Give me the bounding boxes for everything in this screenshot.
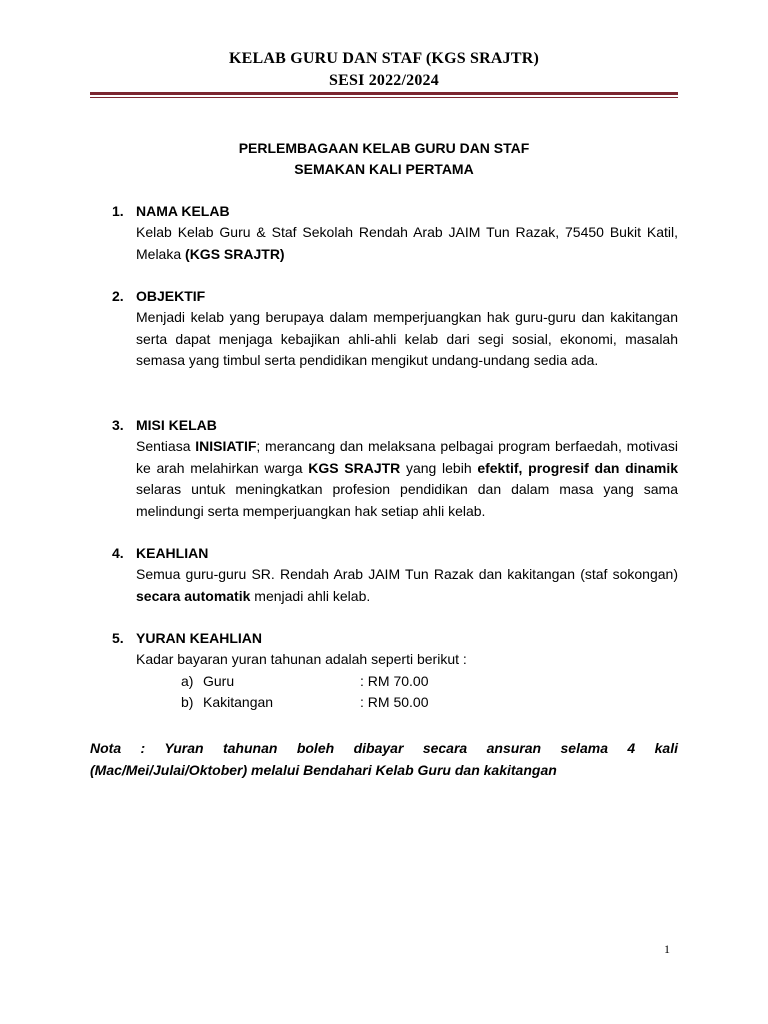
section-title: MISI KELAB: [136, 417, 217, 433]
body-text: selaras untuk meningkatkan profesion pendidikan dan dalam masa yang sama melindungi serta memperjuangkan hak setiap ahli kelab.: [136, 481, 678, 519]
body-bold-text: efektif, progresif dan dinamik: [477, 459, 679, 476]
section-number: 3.: [112, 417, 124, 433]
page-number: 1: [664, 942, 670, 956]
section-body: [136, 307, 678, 372]
header-title: KELAB GURU DAN STAF (KGS SRAJTR): [229, 50, 539, 67]
body-bold-text: secara automatik: [136, 587, 251, 604]
header-divider-thin: [90, 97, 678, 98]
section-body: [136, 436, 678, 522]
body-text: Kadar bayaran yuran tahunan adalah seperti berikut :: [136, 651, 467, 667]
body-bold-text: INISIATIF: [195, 438, 257, 454]
body-text: menjadi ahli kelab.: [250, 587, 371, 604]
section-misi-kelab: [90, 415, 678, 522]
fee-row-kakitangan: [90, 692, 678, 714]
section-body: [136, 222, 678, 265]
section-objektif: [90, 286, 678, 372]
section-body: [136, 564, 678, 607]
section-yuran-keahlian: [90, 628, 678, 714]
section-title: OBJEKTIF: [136, 288, 206, 304]
section-nama-kelab: [90, 201, 678, 265]
section-number: 1.: [112, 203, 124, 219]
header-divider-thick: [90, 92, 678, 95]
nota-footnote: Nota : Yuran tahunan boleh dibayar secara ansuran selama 4 kali (Mac/Mei/Julai/Oktober) melalui Bendahari Kelab Guru dan kakitangan: [90, 740, 678, 778]
fee-letter: b): [181, 694, 194, 710]
section-number: 2.: [112, 288, 124, 304]
body-text: Kelab Kelab Guru & Staf Sekolah Rendah Arab JAIM Tun Razak, 75450 Bukit Katil, Melaka: [136, 224, 678, 262]
section-body: [136, 649, 678, 671]
fee-name: Guru: [203, 672, 235, 689]
fee-amount: : RM 70.00: [360, 672, 429, 689]
body-bold-text: KGS SRAJTR: [308, 459, 401, 476]
section-title: NAMA KELAB: [136, 203, 230, 219]
fee-letter: a): [181, 672, 194, 689]
body-text: Semua guru-guru SR. Rendah Arab JAIM Tun Razak dan kakitangan (staf sokongan): [136, 566, 678, 582]
body-text: Sentiasa: [136, 438, 196, 454]
body-text: ; merancang dan melaksana pelbagai program berfaedah, motivasi ke arah melahirkan warga: [136, 438, 679, 476]
body-bold-text: (KGS SRAJTR): [185, 245, 285, 262]
section-keahlian: [90, 543, 678, 607]
fee-row-guru: [90, 671, 678, 693]
section-number: 5.: [112, 630, 124, 646]
document-revision: SEMAKAN KALI PERTAMA: [294, 161, 474, 177]
section-number: 4.: [112, 545, 124, 561]
body-text: Menjadi kelab yang berupaya dalam memperjuangkan hak guru-guru dan kakitangan serta dapat menjaga kebajikan ahli-ahli kelab dari segi sosial, ekonomi, masalah semasa yang timbul serta pendidikan mengikut undang-undang sedia ada.: [136, 309, 678, 368]
section-title: KEAHLIAN: [136, 545, 209, 561]
document-title: PERLEMBAGAAN KELAB GURU DAN STAF: [238, 140, 530, 156]
fee-name: Kakitangan: [203, 694, 274, 710]
fee-amount: : RM 50.00: [360, 694, 429, 710]
section-title: YURAN KEAHLIAN: [136, 630, 262, 646]
header-session: SESI 2022/2024: [329, 72, 439, 89]
body-text: yang lebih: [400, 459, 478, 476]
